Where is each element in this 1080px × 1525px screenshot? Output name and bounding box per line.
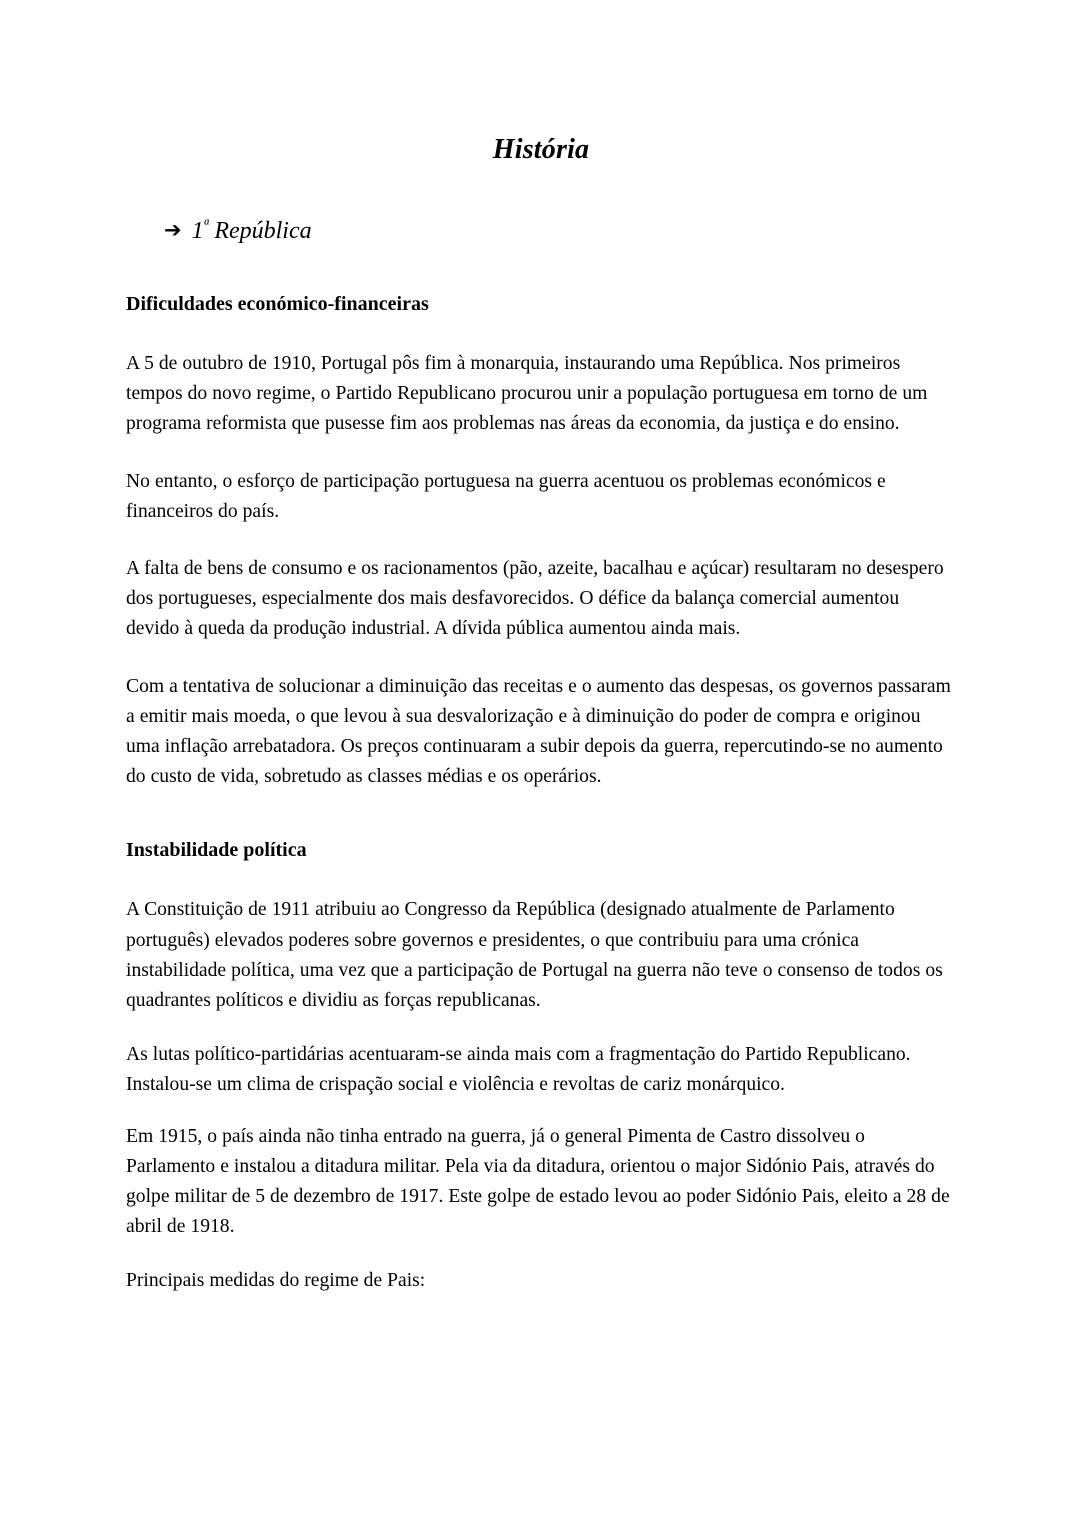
paragraph: A 5 de outubro de 1910, Portugal pôs fim à monarquia, instaurando uma República. Nos primeiros tempos do novo regime, o Partido Republicano procurou unir a população portuguesa em torno de um programa reformista que pusesse fim aos problemas nas áreas da economia, da justiça e do ensino. — [126, 353, 928, 435]
page-title: História — [492, 134, 590, 165]
paragraph: A falta de bens de consumo e os racionamentos (pão, azeite, bacalhau e açúcar) resultaram no desespero dos portugueses, especialmente dos mais desfavorecidos. O défice da balança comercial aumentou devido à queda da produção industrial. A dívida pública aumentou ainda mais. — [126, 558, 944, 640]
paragraph: Em 1915, o país ainda não tinha entrado na guerra, já o general Pimenta de Castro dissolveu o Parlamento e instalou a ditadura militar. Pela via da ditadura, orientou o major Sidónio Pais, através do golpe militar de 5 de dezembro de 1917. Este golpe de estado levou ao poder Sidónio Pais, eleito a 28 de abril de 1918. — [126, 1125, 950, 1238]
subtitle-number: 1 — [191, 218, 204, 244]
subtitle-ordinal-suffix: ª — [203, 216, 209, 235]
subtitle-label: República — [214, 218, 312, 244]
section-heading-dificuldades: Dificuldades económico-financeiras — [126, 293, 429, 315]
arrow-right-icon: ➔ — [164, 218, 182, 242]
subtitle-line — [126, 167, 956, 246]
section-heading-instabilidade: Instabilidade política — [126, 839, 307, 862]
paragraph: Principais medidas do regime de Pais: — [126, 1270, 426, 1292]
document-body — [126, 0, 956, 1297]
paragraph: Com a tentativa de solucionar a diminuição das receitas e o aumento das despesas, os governos passaram a emitir mais moeda, o que levou à sua desvalorização e à diminuição do poder de compra e originou uma inflação arrebatadora. Os preços continuaram a subir depois da guerra, repercutindo-se no aumento do custo de vida, sobretudo as classes médias e os operários. — [126, 675, 951, 788]
paragraph: As lutas político-partidárias acentuaram-se ainda mais com a fragmentação do Partido Republicano. Instalou-se um clima de crispação social e violência e revoltas de cariz monárquico. — [126, 1044, 911, 1096]
paragraph: No entanto, o esforço de participação portuguesa na guerra acentuou os problemas económicos e financeiros do país. — [126, 470, 886, 522]
paragraph: A Constituição de 1911 atribuiu ao Congresso da República (designado atualmente de Parlamento português) elevados poderes sobre governos e presidentes, o que contribuiu para uma crónica instabilidade política, uma vez que a participação de Portugal na guerra não teve o consenso de todos os quadrantes políticos e dividiu as forças republicanas. — [126, 899, 943, 1012]
